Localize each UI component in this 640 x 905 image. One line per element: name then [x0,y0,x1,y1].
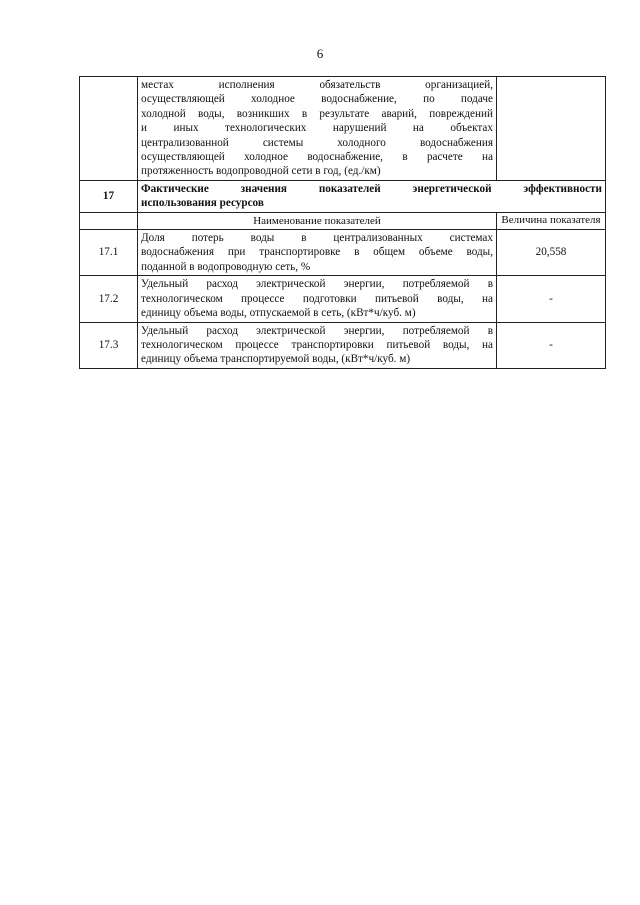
row-number: 17.1 [80,230,138,276]
row-name [138,322,497,368]
row-number: 17.3 [80,322,138,368]
continuation-line: протяженность водопроводной сети в год, (ед./км) [141,165,381,178]
row-value: - [497,322,606,368]
row-name-line: Удельный расход электрической энергии, потребляемой в [141,324,493,337]
indicators-table [79,76,606,369]
row-name-line: технологическом процессе транспортировки питьевой воды, на [141,338,493,351]
continuation-value-cell [497,77,606,181]
continuation-number-cell [80,77,138,181]
row-name [138,276,497,322]
table-row [80,276,606,322]
continuation-row [80,77,606,181]
section-title-line: Фактические значения показателей энергетической эффективности [141,182,602,195]
continuation-text-cell [138,77,497,181]
row-name-line: единицу объема воды, отпускаемой в сеть, (кВт*ч/куб. м) [141,307,416,320]
table-row [80,230,606,276]
section-header-row [80,180,606,212]
page-number: 6 [316,46,324,61]
row-value: - [497,276,606,322]
row-name-line: Удельный расход электрической энергии, потребляемой в [141,278,493,291]
column-header-value: Величина показателя [497,212,606,229]
row-name-line: единицу объема транспортируемой воды, (кВт*ч/куб. м) [141,353,411,366]
continuation-line: и иных технологических нарушений на объектах [141,122,493,135]
row-number: 17.2 [80,276,138,322]
row-value: 20,558 [497,230,606,276]
row-name [138,230,497,276]
section-number: 17 [80,180,138,212]
continuation-line: осуществляющей холодное водоснабжение, в расчете на [141,151,493,164]
table-row [80,322,606,368]
continuation-line: централизованной системы холодного водоснабжения [141,136,493,149]
continuation-line: осуществляющей холодное водоснабжение, по подаче [141,93,493,106]
column-header-name: Наименование показателей [138,212,497,229]
row-name-line: водоснабжения при транспортировке в общем объеме воды, [141,246,493,259]
column-header-row [80,212,606,229]
row-name-line: Доля потерь воды в централизованных системах [141,232,493,245]
section-title-line: использования ресурсов [141,197,264,210]
row-name-line: поданной в водопроводную сеть, % [141,260,311,273]
continuation-line: местах исполнения обязательств организацией, [141,79,493,91]
section-title-cell [138,180,606,212]
column-header-empty [80,212,138,229]
continuation-line: холодной воды, возникших в результате аварий, повреждений [141,107,493,120]
row-name-line: технологическом процессе подготовки питьевой воды, на [141,292,493,305]
